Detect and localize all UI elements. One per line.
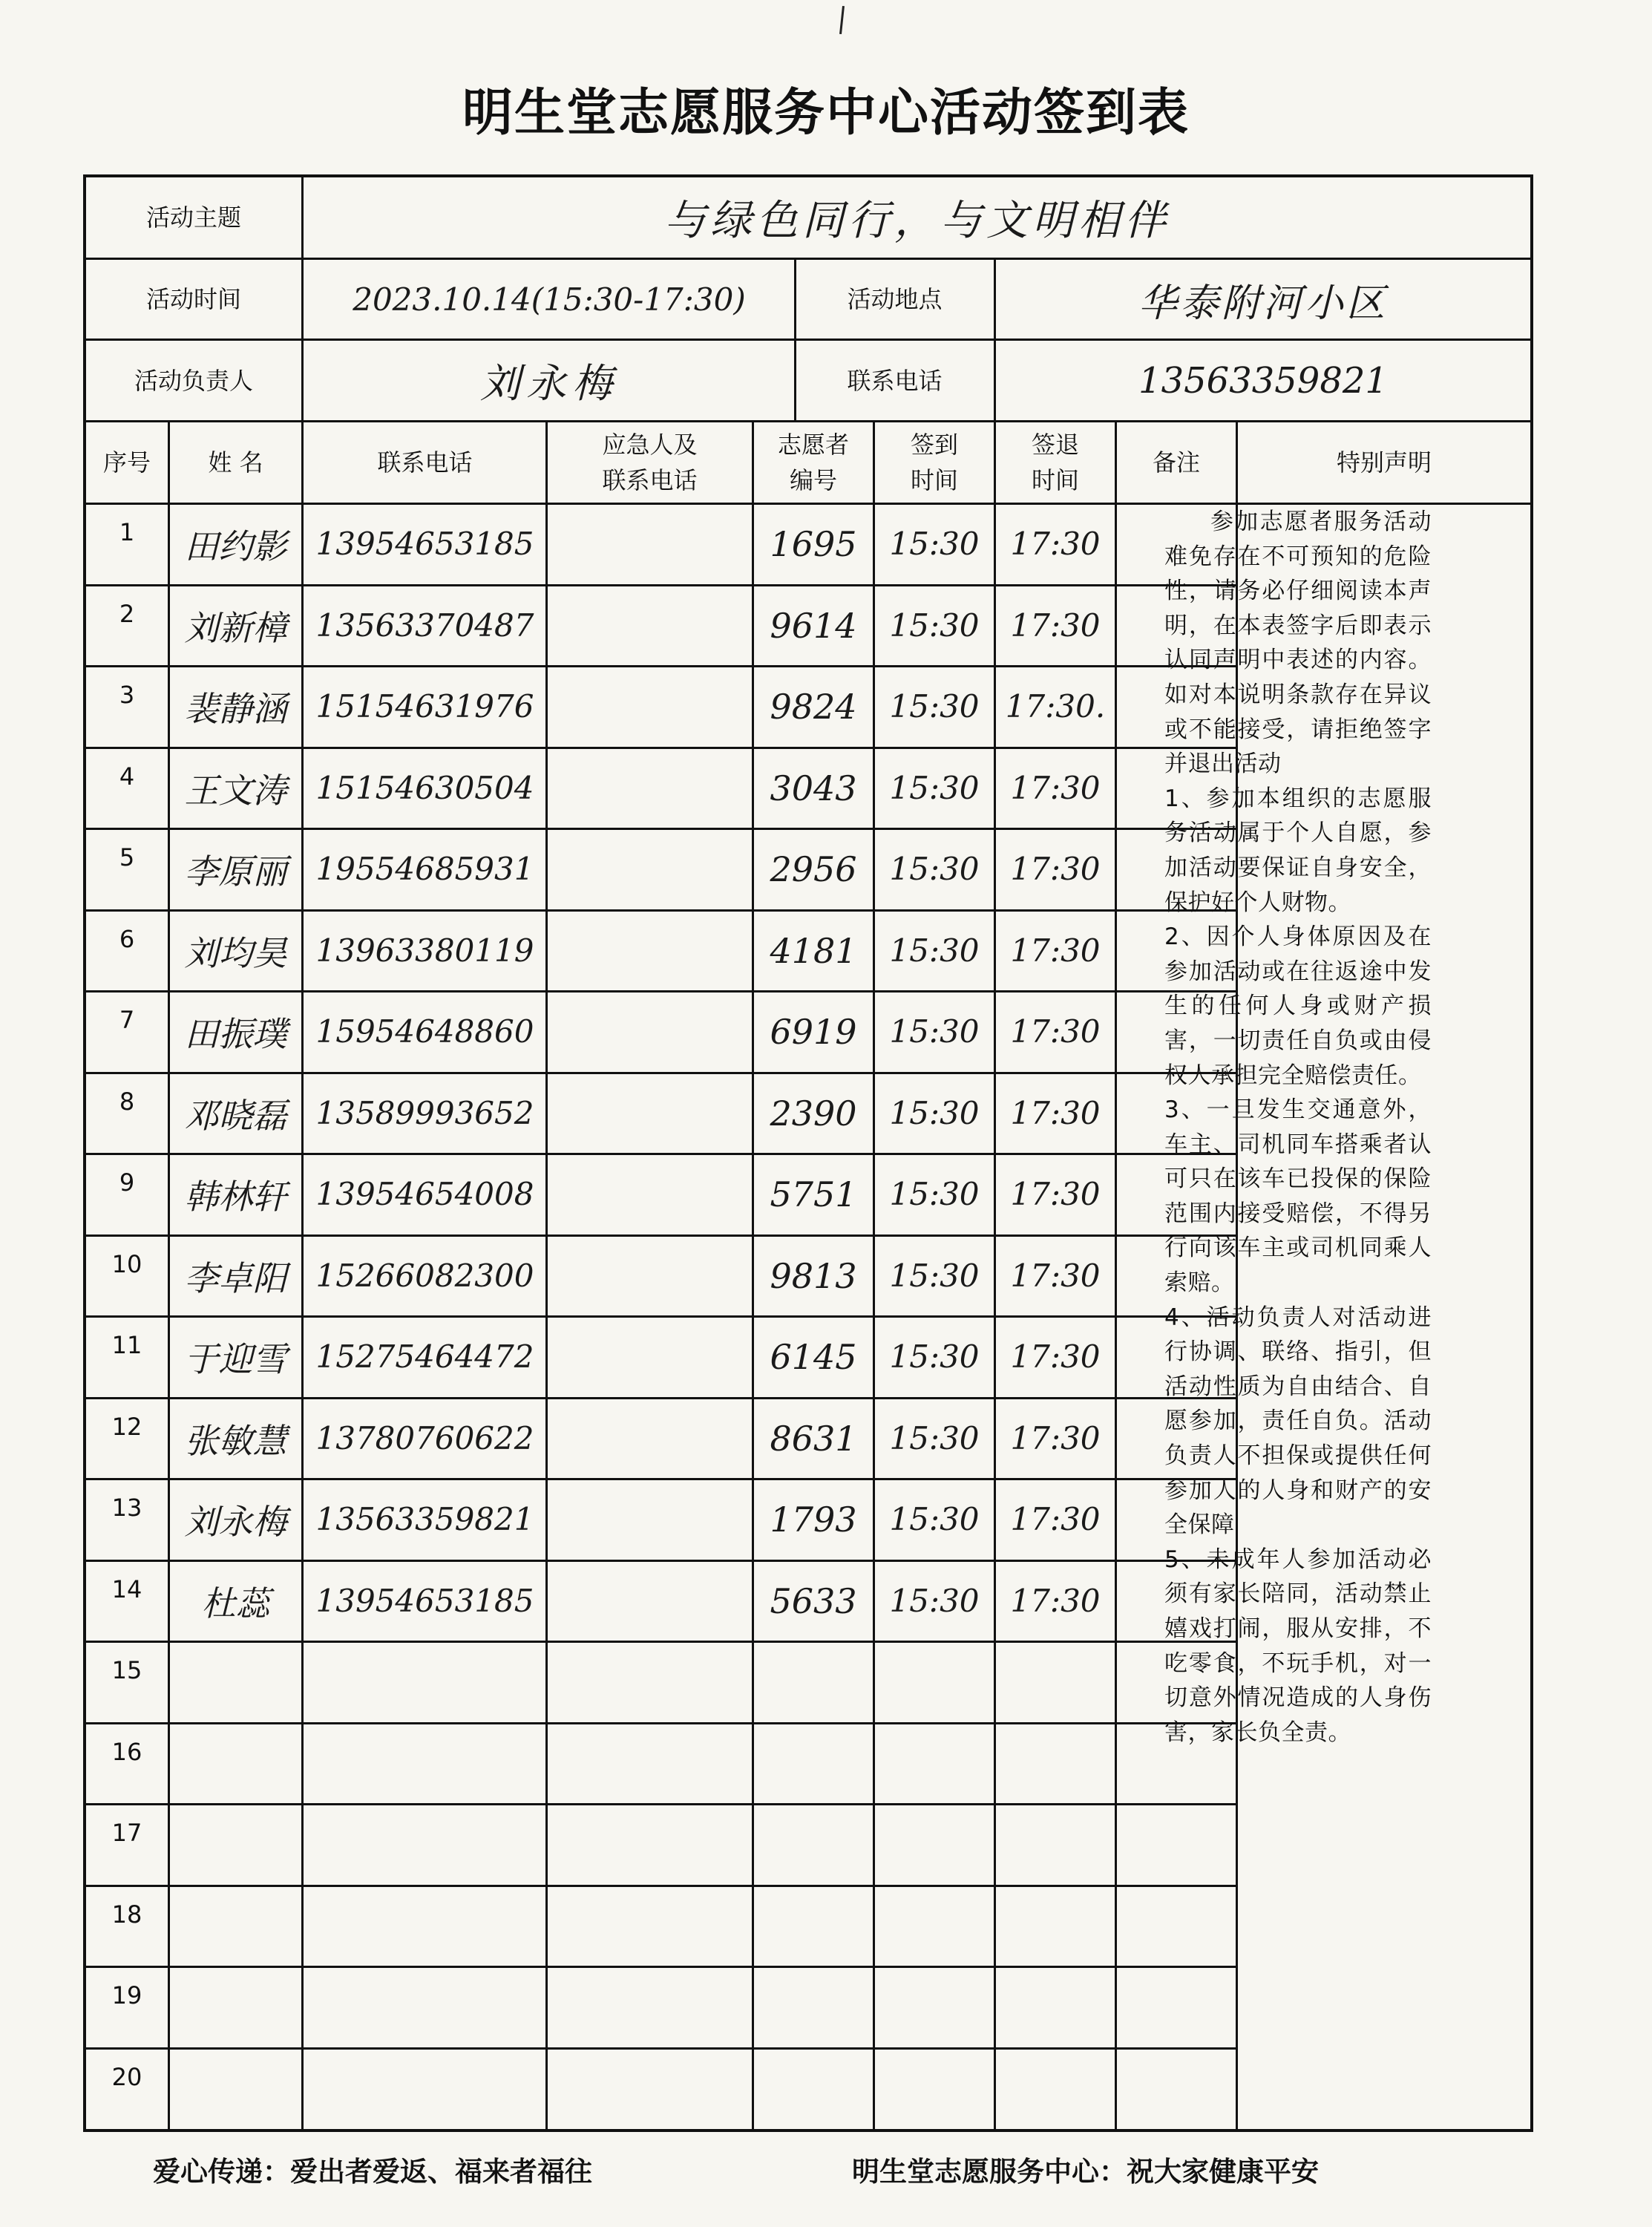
row-number: 5 — [119, 843, 135, 871]
statement-item-3: 3、一旦发生交通意外，车主、司机同车搭乘者认可只在该车已投保的保险范围内接受赔偿，不得另行向该车主或司机同乘人索赔。 — [1164, 1096, 1432, 1297]
special-statement — [1160, 505, 1436, 2123]
col-header-sign-in: 签到 时间 — [910, 431, 958, 494]
sign-in-time[interactable] — [875, 1805, 994, 1884]
sign-in-time[interactable] — [875, 2050, 994, 2128]
volunteer-phone[interactable] — [304, 1724, 545, 1803]
volunteer-id[interactable] — [754, 1887, 873, 1966]
volunteer-id[interactable]: 6145 — [770, 1336, 857, 1377]
sign-out-time[interactable]: 17:30. — [1005, 688, 1106, 725]
footer-left: 爱心传递：爱出者爱返、福来者福往 — [153, 2156, 592, 2188]
volunteer-id[interactable]: 2956 — [770, 848, 857, 889]
volunteer-id[interactable]: 9813 — [770, 1255, 857, 1296]
volunteer-id[interactable]: 8631 — [770, 1418, 857, 1459]
volunteer-id[interactable]: 9614 — [770, 605, 857, 646]
statement-item-4: 4、活动负责人对活动进行协调、联络、指引，但活动性质为自由结合、自愿参加，责任自负。活动负责人不担保或提供任何参加人的人身和财产的安全保障 — [1164, 1304, 1432, 1539]
sign-out-time[interactable]: 17:30 — [1010, 851, 1101, 888]
volunteer-phone[interactable]: 13589993652 — [315, 1095, 534, 1132]
volunteer-name[interactable] — [170, 1724, 301, 1803]
volunteer-id[interactable] — [754, 2050, 873, 2128]
grid-line — [301, 420, 304, 2129]
row-number: 10 — [111, 1250, 142, 1278]
sign-in-time[interactable] — [875, 1887, 994, 1966]
sign-in-time[interactable]: 15:30 — [889, 1501, 980, 1538]
volunteer-name[interactable]: 于迎雪 — [184, 1338, 287, 1379]
volunteer-phone[interactable]: 13780760622 — [315, 1420, 534, 1457]
row-number: 15 — [111, 1656, 142, 1684]
col-header-phone: 联系电话 — [377, 448, 473, 477]
volunteer-name[interactable] — [170, 2050, 301, 2128]
volunteer-phone[interactable] — [304, 1887, 545, 1966]
sign-out-time[interactable]: 17:30 — [1010, 1501, 1101, 1538]
volunteer-name[interactable]: 刘新樟 — [184, 607, 287, 648]
sign-out-time[interactable] — [996, 2050, 1115, 2128]
row-number: 4 — [119, 762, 135, 791]
volunteer-id[interactable]: 1793 — [770, 1499, 857, 1540]
volunteer-name[interactable] — [170, 1968, 301, 2047]
volunteer-id[interactable] — [754, 1724, 873, 1803]
sign-in-time[interactable]: 15:30 — [889, 1258, 980, 1295]
volunteer-name[interactable]: 李卓阳 — [184, 1258, 287, 1298]
volunteer-phone[interactable]: 19554685931 — [315, 851, 534, 888]
volunteer-id[interactable]: 5633 — [770, 1580, 857, 1621]
volunteer-id[interactable]: 6919 — [770, 1011, 857, 1052]
volunteer-name[interactable]: 刘均昊 — [184, 932, 287, 973]
grid-line — [545, 420, 548, 2129]
sign-out-time[interactable]: 17:30 — [1010, 526, 1101, 563]
col-header-note: 备注 — [1152, 448, 1200, 477]
statement-item-2: 2、因个人身体原因及在参加活动或在往返途中发生的任何人身或财产损害，一切责任自负或由侵权人承担完全赔偿责任。 — [1164, 923, 1432, 1089]
row-number: 13 — [111, 1494, 142, 1522]
page-title: 明生堂志愿服务中心活动签到表 — [462, 84, 1190, 143]
sign-out-time[interactable] — [996, 1805, 1115, 1884]
row-number: 19 — [111, 1981, 142, 2009]
contact-phone-label: 联系电话 — [847, 366, 943, 395]
volunteer-phone[interactable]: 13954653185 — [315, 1583, 534, 1620]
volunteer-name[interactable]: 韩林轩 — [184, 1176, 287, 1217]
sign-in-time[interactable]: 15:30 — [889, 1176, 980, 1213]
theme-value[interactable]: 与绿色同行，与文明相伴 — [664, 197, 1170, 245]
col-header-no: 序号 — [102, 448, 151, 477]
time-label: 活动时间 — [145, 285, 241, 313]
volunteer-id[interactable]: 9824 — [770, 686, 857, 727]
volunteer-name[interactable]: 杜蕊 — [201, 1583, 270, 1623]
volunteer-name[interactable]: 邓晓磊 — [184, 1095, 287, 1136]
col-header-statement: 特别声明 — [1336, 448, 1432, 477]
row-number: 12 — [111, 1413, 142, 1441]
volunteer-phone[interactable]: 15266082300 — [315, 1258, 534, 1295]
sign-out-time[interactable]: 17:30 — [1010, 1013, 1101, 1050]
sign-in-time[interactable]: 15:30 — [889, 851, 980, 888]
statement-item-5: 5、未成年人参加活动必须有家长陪同，活动禁止嬉戏打闹，服从安排，不吃零食，不玩手机，对一切意外情况造成的人身伤害，家长负全责。 — [1164, 1546, 1432, 1746]
row-number: 11 — [111, 1331, 142, 1359]
row-number: 7 — [119, 1006, 135, 1034]
volunteer-phone[interactable] — [304, 1968, 545, 2047]
volunteer-phone[interactable]: 15275464472 — [315, 1338, 534, 1376]
statement-intro: 参加志愿者服务活动难免存在不可预知的危险性，请务必仔细阅读本声明，在本表签字后即表示认同声明中表述的内容。如对本说明条款存在异议或不能接受，请拒绝签字并退出活动 — [1164, 508, 1432, 778]
volunteer-phone[interactable]: 13563359821 — [315, 1501, 534, 1538]
sign-out-time[interactable]: 17:30 — [1010, 1338, 1101, 1376]
sign-out-time[interactable] — [996, 1643, 1115, 1721]
leader-value[interactable]: 刘永梅 — [480, 360, 618, 407]
row-number: 8 — [119, 1088, 135, 1116]
row-number: 20 — [111, 2063, 142, 2091]
row-number: 16 — [111, 1738, 142, 1766]
volunteer-phone[interactable]: 15954648860 — [315, 1013, 534, 1050]
volunteer-id[interactable]: 4181 — [770, 930, 857, 971]
sign-in-time[interactable] — [875, 1968, 994, 2047]
sign-in-time[interactable]: 15:30 — [889, 1095, 980, 1132]
volunteer-name[interactable] — [170, 1805, 301, 1884]
sign-out-time[interactable]: 17:30 — [1010, 1420, 1101, 1457]
volunteer-phone[interactable]: 13954654008 — [315, 1176, 534, 1213]
sign-out-time[interactable]: 17:30 — [1010, 1176, 1101, 1213]
row-number: 1 — [119, 518, 135, 546]
sign-in-time[interactable]: 15:30 — [889, 1420, 980, 1457]
volunteer-phone[interactable] — [304, 1643, 545, 1721]
volunteer-phone[interactable]: 15154631976 — [315, 688, 534, 725]
row-number: 18 — [111, 1900, 142, 1929]
theme-label: 活动主题 — [145, 203, 241, 232]
volunteer-name[interactable]: 田振璞 — [184, 1013, 287, 1054]
sign-in-time[interactable] — [875, 1643, 994, 1721]
col-header-name: 姓 名 — [208, 448, 263, 477]
sign-out-time[interactable] — [996, 1968, 1115, 2047]
place-label: 活动地点 — [847, 285, 943, 313]
volunteer-phone[interactable]: 13963380119 — [315, 932, 534, 969]
statement-item-1: 1、参加本组织的志愿服务活动属于个人自愿，参加活动要保证自身安全，保护好个人财物。 — [1164, 785, 1432, 916]
sign-out-time[interactable]: 17:30 — [1010, 932, 1101, 969]
row-number: 14 — [111, 1575, 142, 1603]
sign-in-time[interactable]: 15:30 — [889, 770, 980, 807]
volunteer-id[interactable]: 5751 — [770, 1174, 857, 1214]
sign-in-time[interactable]: 15:30 — [889, 607, 980, 644]
volunteer-id[interactable] — [754, 1643, 873, 1721]
volunteer-id[interactable] — [754, 1805, 873, 1884]
row-number: 17 — [111, 1819, 142, 1847]
grid-line — [1115, 420, 1117, 2129]
volunteer-name[interactable]: 张敏慧 — [184, 1420, 287, 1461]
pen-tick-mark — [839, 6, 845, 34]
sign-out-time[interactable]: 17:30 — [1010, 1095, 1101, 1132]
sign-in-time[interactable]: 15:30 — [889, 688, 980, 725]
volunteer-name[interactable]: 王文涛 — [184, 770, 287, 811]
sign-in-time[interactable]: 15:30 — [889, 1338, 980, 1376]
place-value[interactable]: 华泰附河小区 — [1138, 281, 1388, 326]
sign-out-time[interactable]: 17:30 — [1010, 1583, 1101, 1620]
row-number: 3 — [119, 681, 135, 709]
volunteer-id[interactable]: 1695 — [770, 523, 857, 564]
volunteer-phone[interactable]: 13563370487 — [315, 607, 534, 644]
volunteer-phone[interactable]: 13954653185 — [315, 526, 534, 563]
sign-out-time[interactable]: 17:30 — [1010, 770, 1101, 807]
volunteer-name[interactable]: 李原丽 — [184, 851, 287, 892]
sign-in-time[interactable]: 15:30 — [889, 526, 980, 563]
volunteer-phone[interactable] — [304, 1805, 545, 1884]
volunteer-id[interactable] — [754, 1968, 873, 2047]
volunteer-name[interactable]: 裴静涵 — [184, 688, 287, 729]
leader-label: 活动负责人 — [134, 366, 253, 395]
volunteer-id[interactable]: 2390 — [770, 1093, 857, 1134]
volunteer-phone[interactable] — [304, 2050, 545, 2128]
col-header-emergency: 应急人及 联系电话 — [602, 431, 698, 494]
volunteer-name[interactable]: 刘永梅 — [184, 1501, 287, 1542]
volunteer-name[interactable] — [170, 1643, 301, 1721]
row-number: 9 — [119, 1168, 135, 1197]
sign-in-time[interactable]: 15:30 — [889, 932, 980, 969]
volunteer-id[interactable]: 3043 — [770, 768, 857, 808]
sign-out-time[interactable] — [996, 1887, 1115, 1966]
volunteer-name[interactable]: 田约影 — [184, 526, 287, 566]
row-number: 6 — [119, 925, 135, 953]
sign-out-time[interactable] — [996, 1724, 1115, 1803]
sign-in-time[interactable]: 15:30 — [889, 1013, 980, 1050]
col-header-sign-out: 签退 时间 — [1031, 431, 1079, 494]
volunteer-phone[interactable]: 15154630504 — [315, 770, 534, 807]
col-header-volunteer-id: 志愿者 编号 — [777, 431, 849, 494]
sign-out-time[interactable]: 17:30 — [1010, 1258, 1101, 1295]
volunteer-name[interactable] — [170, 1887, 301, 1966]
sign-in-time[interactable] — [875, 1724, 994, 1803]
sign-out-time[interactable]: 17:30 — [1010, 607, 1101, 644]
footer-right: 明生堂志愿服务中心：祝大家健康平安 — [852, 2156, 1319, 2188]
contact-phone-value[interactable]: 13563359821 — [1138, 359, 1388, 402]
time-value[interactable]: 2023.10.14(15:30-17:30) — [353, 281, 746, 318]
sign-in-time[interactable]: 15:30 — [889, 1583, 980, 1620]
row-number: 2 — [119, 600, 135, 628]
